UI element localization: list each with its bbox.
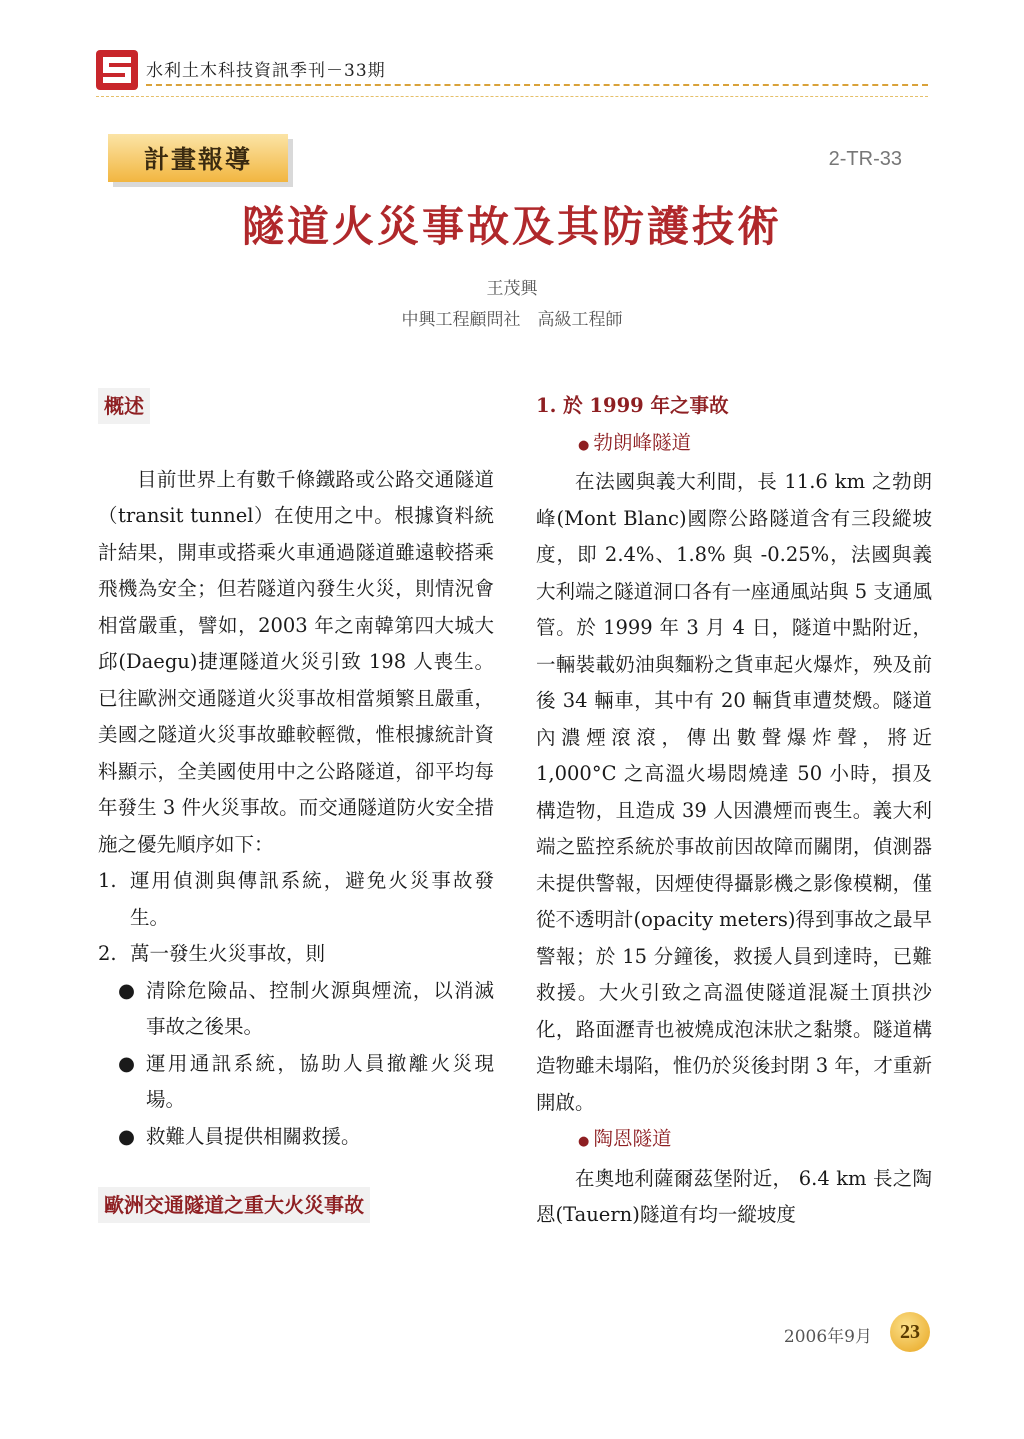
list-text: 萬一發生火災事故，則	[130, 942, 326, 965]
heading-1999-incidents: 1. 於 1999 年之事故	[536, 394, 729, 417]
montblanc-paragraph: 在法國與義大利間，長 11.6 km 之勃朗峰(Mont Blanc)國際公路隧道含有三段縱坡度，即 2.4%、1.8% 與 -0.25%，法國與義大利端之隧道洞口各有一座通風站與 5 支通風管。於 1999 年 3 月 4 日，隧道中點附近，一輛裝載奶油與麵粉之貨車起火爆炸，殃及前後 34 輛車，其中有 20 輛貨車遭焚燬。隧道內濃煙滾滾，傳出數聲爆炸聲，將近 1,000°C 之高溫火場悶燒達 50 小時，損及構造物，且造成 39 人因濃煙而喪生。義大利端之監控系統於事故前因故障而關閉，偵測器未提供警報，因煙使得攝影機之影像模糊，僅從不透明計(opacity meters)得到事故之最早警報；於 15 分鐘後，救援人員到達時，已難救援。大火引致之高溫使隧道混凝土頂拱沙化，路面瀝青也被燒成泡沫狀之黏漿。隧道構造物雖未塌陷，惟仍於災後封閉 3 年，才重新開啟。	[536, 470, 933, 1114]
bullet-item	[118, 1119, 494, 1156]
journal-logo-icon	[96, 50, 138, 90]
overview-paragraph: 目前世界上有數千條鐵路或公路交通隧道（transit tunnel）在使用之中。根據資料統計結果，開車或搭乘火車通過隧道雖遠較搭乘飛機為安全；但若隧道內發生火災，則情況會相當嚴重，譬如，2003 年之南韓第四大城大邱(Daegu)捷運隧道火災引致 198 人喪生。已往歐洲交通隧道火災事故相當頻繁且嚴重，美國之隧道火災事故雖較輕微，惟根據統計資料顯示，全美國使用中之公路隧道，卻平均每年發生 3 件火災事故。而交通隧道防火安全措施之優先順序如下：	[98, 467, 494, 856]
article-code: 2-TR-33	[828, 148, 902, 170]
bullet-icon: ●	[118, 978, 136, 1002]
page-number: 23	[890, 1312, 930, 1352]
subheading-montblanc	[578, 425, 932, 465]
list-number: 1.	[98, 869, 117, 892]
bullet-icon: ●	[118, 1124, 136, 1148]
subheading-tauern	[578, 1121, 932, 1161]
right-column	[536, 388, 932, 1234]
journal-title: 水利土木科技資訊季刊－33期	[146, 61, 386, 81]
list-number: 2.	[98, 942, 117, 965]
bullet-item	[118, 973, 494, 1046]
header-divider-secondary	[96, 96, 928, 97]
list-text: 運用偵測與傳訊系統，避免火災事故發生。	[130, 869, 494, 929]
heading-europe-incidents: 歐洲交通隧道之重大火災事故	[98, 1187, 370, 1223]
author-name: 王茂興	[486, 279, 538, 299]
bullet-text: 運用通訊系統，協助人員撤離火災現場。	[146, 1051, 494, 1111]
list-item	[98, 863, 494, 936]
heading-overview: 概述	[98, 388, 150, 424]
author-affiliation: 中興工程顧問社 高級工程師	[401, 310, 623, 330]
left-column	[98, 388, 494, 1225]
section-tag: 計畫報導	[108, 134, 288, 182]
bullet-icon: ●	[118, 1051, 136, 1075]
header-divider	[146, 84, 928, 86]
bullet-icon: ●	[578, 437, 594, 453]
tauern-paragraph: 在奧地利薩爾茲堡附近， 6.4 km 長之陶恩(Tauern)隧道有均一縱坡度	[536, 1166, 932, 1226]
issue-date: 2006年9月	[783, 1327, 872, 1347]
bullet-text: 救難人員提供相關救援。	[146, 1124, 361, 1148]
subheading-tauern-text: 陶恩隧道	[593, 1127, 672, 1150]
article-title: 隧道火災事故及其防護技術	[241, 202, 782, 251]
bullet-text: 清除危險品、控制火源與煙流，以消滅事故之後果。	[146, 978, 494, 1038]
list-item	[98, 936, 494, 973]
subheading-montblanc-text: 勃朗峰隧道	[593, 430, 691, 454]
bullet-item	[118, 1046, 494, 1119]
bullet-icon: ●	[578, 1134, 594, 1149]
